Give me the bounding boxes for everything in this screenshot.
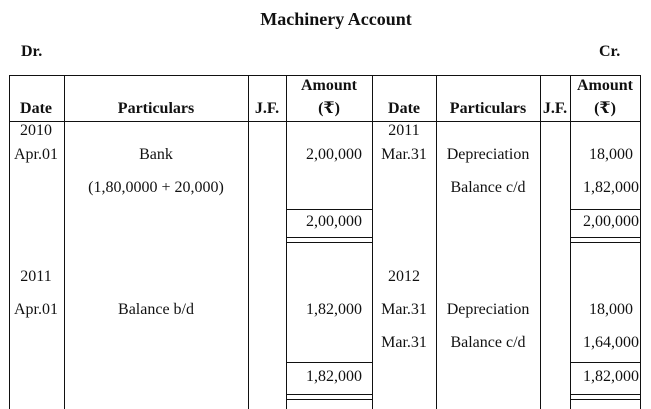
col-rule <box>372 75 373 409</box>
total-rule <box>570 237 640 238</box>
year1-credit-year: 2011 <box>388 122 420 139</box>
total-rule <box>286 362 372 363</box>
year2-debit-date: Apr.01 <box>14 301 58 318</box>
header-particulars-dr: Particulars <box>117 100 195 117</box>
year2-credit-year: 2012 <box>388 268 420 285</box>
total-rule <box>570 399 640 400</box>
year2-debit-year: 2011 <box>20 268 52 285</box>
year1-credit-amount: 1,82,000 <box>583 179 639 196</box>
header-jf-cr: J.F. <box>542 100 568 117</box>
credit-side-label: Cr. <box>599 43 621 60</box>
year2-credit-date: Mar.31 <box>381 301 427 318</box>
col-rule <box>540 75 541 409</box>
header-date-dr: Date <box>20 100 52 117</box>
year1-credit-total: 2,00,000 <box>583 213 639 230</box>
col-rule <box>248 75 249 409</box>
header-amount-dr: Amount <box>300 77 358 94</box>
col-rule <box>9 75 10 409</box>
year2-credit-date: Mar.31 <box>381 334 427 351</box>
year2-credit-total: 1,82,000 <box>583 368 639 385</box>
year1-debit-particulars: Bank <box>139 146 173 163</box>
year1-debit-total: 2,00,000 <box>306 213 362 230</box>
year1-debit-year: 2010 <box>20 122 52 139</box>
year2-credit-amount: 18,000 <box>589 301 633 318</box>
header-bottom-rule <box>9 121 640 122</box>
year2-debit-total: 1,82,000 <box>306 368 362 385</box>
year1-credit-date: Mar.31 <box>381 146 427 163</box>
year1-credit-particulars: Depreciation <box>446 146 530 163</box>
header-jf-dr: J.F. <box>254 100 280 117</box>
year1-debit-particulars-note: (1,80,0000 + 20,000) <box>88 179 224 196</box>
total-rule <box>570 242 640 243</box>
total-rule <box>570 394 640 395</box>
total-rule <box>286 242 372 243</box>
year1-credit-amount: 18,000 <box>589 146 633 163</box>
year1-credit-particulars: Balance c/d <box>450 179 526 196</box>
header-amount-unit-dr: (₹) <box>318 100 340 117</box>
header-date-cr: Date <box>388 100 420 117</box>
total-rule <box>570 209 640 210</box>
header-amount-unit-cr: (₹) <box>594 100 616 117</box>
year2-credit-particulars: Balance c/d <box>450 334 526 351</box>
header-amount-cr: Amount <box>576 77 634 94</box>
col-rule <box>436 75 437 409</box>
year1-debit-date: Apr.01 <box>14 146 58 163</box>
year1-debit-amount: 2,00,000 <box>306 146 362 163</box>
year2-credit-amount: 1,64,000 <box>583 334 639 351</box>
col-rule <box>64 75 65 409</box>
total-rule <box>286 209 372 210</box>
total-rule <box>286 394 372 395</box>
account-title: Machinery Account <box>260 9 412 29</box>
total-rule <box>286 399 372 400</box>
table-top-rule <box>9 75 640 76</box>
header-particulars-cr: Particulars <box>449 100 527 117</box>
year2-debit-particulars: Balance b/d <box>118 301 194 318</box>
year2-credit-particulars: Depreciation <box>446 301 530 318</box>
total-rule <box>570 362 640 363</box>
year2-debit-amount: 1,82,000 <box>306 301 362 318</box>
debit-side-label: Dr. <box>21 43 43 60</box>
col-rule <box>640 75 641 409</box>
total-rule <box>286 237 372 238</box>
